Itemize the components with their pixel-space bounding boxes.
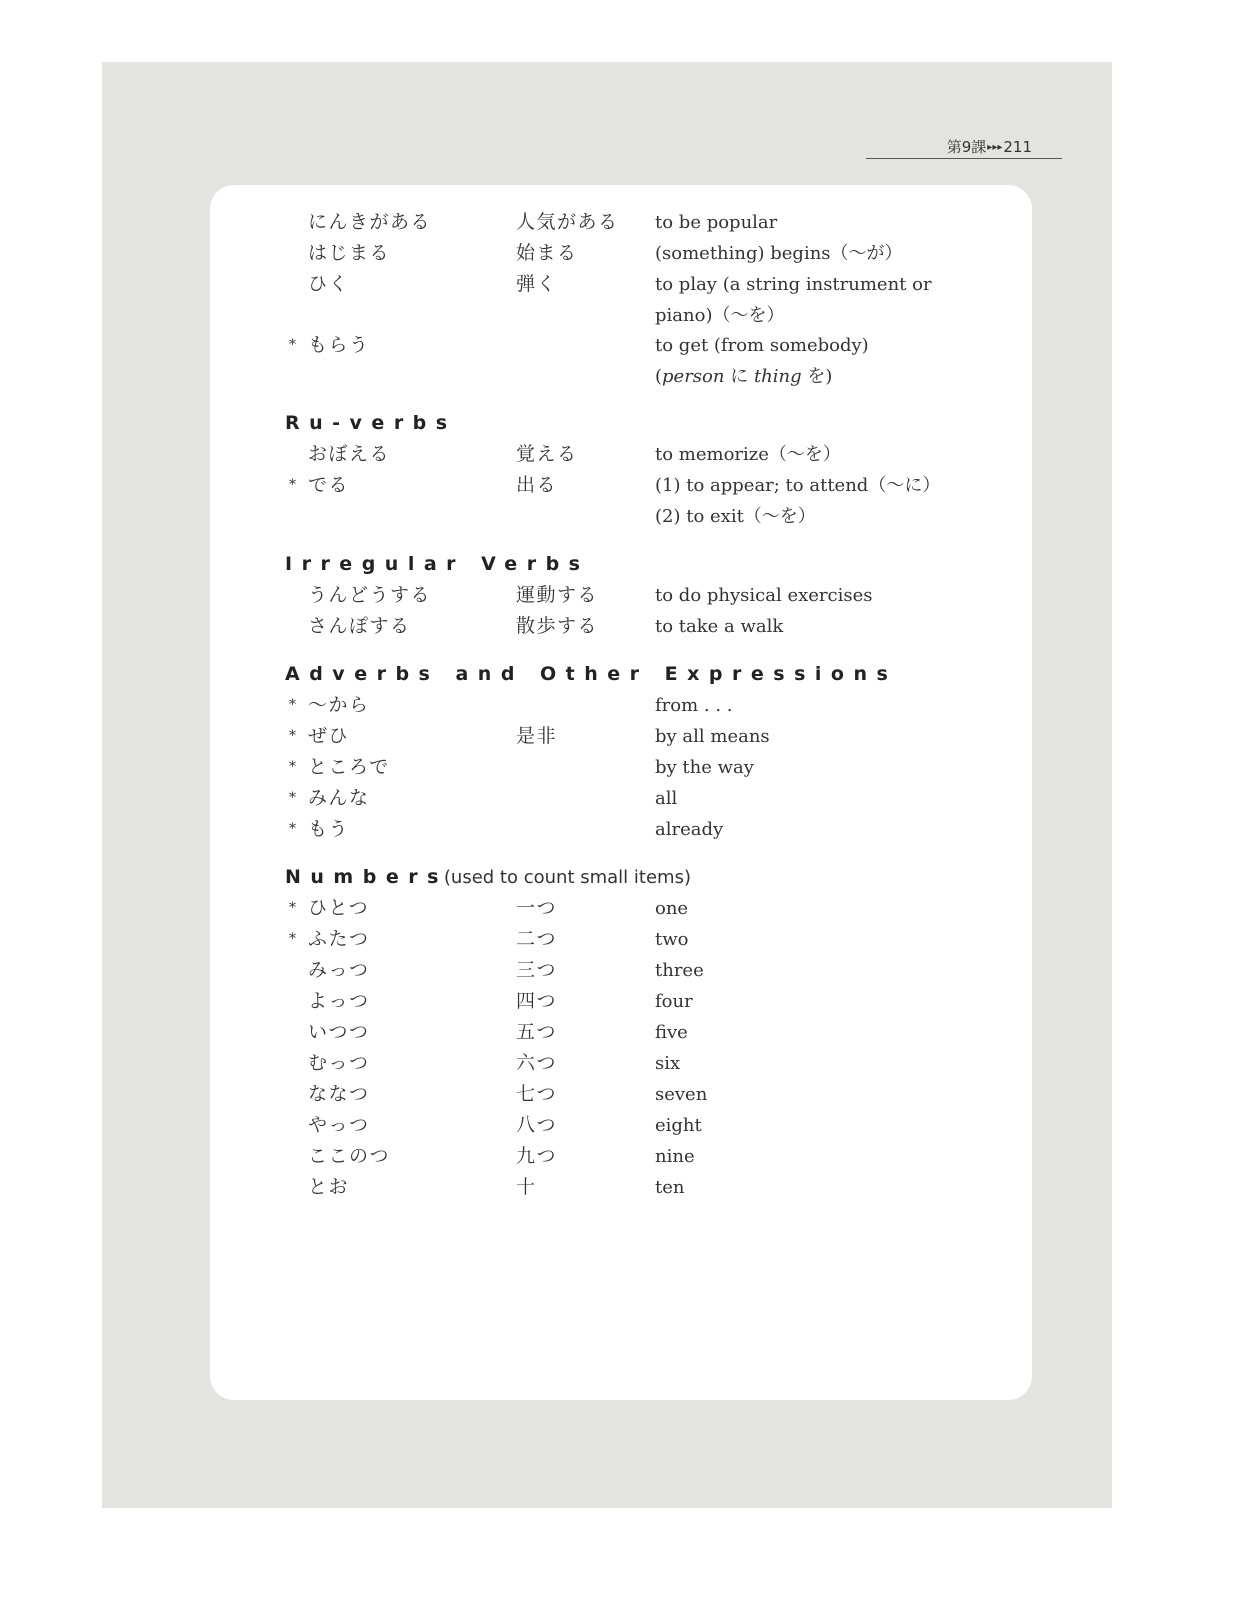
- vocab-row: [0, 1110, 1237, 1141]
- section-heading-irregular-verbs: Irregular Verbs: [285, 553, 590, 575]
- kanji-word: 三つ: [516, 959, 558, 981]
- section-heading-ru-verbs: Ru-verbs: [285, 412, 457, 434]
- kana-word: いつつ: [308, 1021, 370, 1043]
- kana-word: ひとつ: [308, 897, 370, 919]
- kana-word: もう: [308, 818, 350, 840]
- supplementary-mark: *: [289, 697, 296, 713]
- kana-word: もらう: [308, 334, 370, 356]
- english-meaning: one: [655, 898, 689, 919]
- section-heading-adverbs: Adverbs and Other Expressions: [285, 663, 898, 685]
- kana-word: みんな: [308, 787, 370, 809]
- kanji-word: 運動する: [516, 584, 599, 606]
- kana-word: むっつ: [308, 1052, 370, 1074]
- supplementary-mark: *: [289, 790, 296, 806]
- supplementary-mark: *: [289, 337, 296, 353]
- vocab-row: [0, 1079, 1237, 1110]
- kana-word: おぼえる: [308, 443, 391, 465]
- kanji-word: 六つ: [516, 1052, 558, 1074]
- kanji-word: 五つ: [516, 1021, 558, 1043]
- kana-word: ところで: [308, 756, 390, 778]
- vocab-row: [0, 690, 1237, 721]
- vocab-row: [0, 439, 1237, 470]
- english-meaning: five: [655, 1022, 688, 1043]
- section-note: (used to count small items): [443, 867, 691, 888]
- page-number: 211: [1003, 138, 1032, 156]
- vocab-row: [0, 986, 1237, 1017]
- kana-word: ぜひ: [308, 725, 350, 747]
- english-meaning: already: [655, 819, 724, 840]
- running-header: [866, 136, 1062, 159]
- kanji-word: 是非: [516, 725, 558, 747]
- english-meaning: to memorize（～を）: [655, 444, 841, 465]
- kanji-word: 四つ: [516, 990, 558, 1012]
- english-meaning: nine: [655, 1146, 695, 1167]
- lesson-label: 第9課: [946, 138, 987, 156]
- kana-word: やっつ: [308, 1114, 370, 1136]
- supplementary-mark: *: [289, 821, 296, 837]
- kanji-word: 九つ: [516, 1145, 558, 1167]
- vocab-row: [0, 893, 1237, 924]
- kana-word: にんきがある: [308, 211, 432, 233]
- english-meaning: two: [655, 929, 689, 950]
- english-meaning: (something) begins（～が）: [655, 243, 903, 264]
- kanji-word: 出る: [516, 474, 558, 496]
- vocab-row: [0, 955, 1237, 986]
- vocab-row: [0, 330, 1237, 387]
- supplementary-mark: *: [289, 900, 296, 916]
- english-meaning-continued: (2) to exit（～を）: [655, 506, 816, 527]
- kanji-word: 八つ: [516, 1114, 558, 1136]
- kana-word: ひく: [308, 273, 350, 295]
- vocab-row: [0, 580, 1237, 611]
- supplementary-mark: *: [289, 728, 296, 744]
- vocab-row: [0, 752, 1237, 783]
- english-meaning: seven: [655, 1084, 708, 1105]
- kanji-word: 弾く: [516, 273, 558, 295]
- english-meaning-continued: piano)（～を）: [655, 305, 785, 326]
- english-meaning: to take a walk: [655, 616, 784, 637]
- kana-word: とお: [308, 1176, 350, 1198]
- kanji-word: 二つ: [516, 928, 558, 950]
- kana-word: さんぽする: [308, 615, 411, 637]
- english-meaning: to be popular: [655, 212, 778, 233]
- arrows-icon: ▸▸▸: [987, 142, 1003, 153]
- vocab-row: [0, 1172, 1237, 1203]
- vocab-row: [0, 1048, 1237, 1079]
- english-meaning: ten: [655, 1177, 685, 1198]
- kanji-word: 散歩する: [516, 615, 599, 637]
- vocab-row: [0, 611, 1237, 642]
- english-meaning: by the way: [655, 757, 754, 778]
- kana-word: みっつ: [308, 959, 370, 981]
- kanji-word: 人気がある: [516, 211, 619, 233]
- kanji-word: 始まる: [516, 242, 578, 264]
- english-meaning: to get (from somebody): [655, 335, 869, 356]
- english-meaning: (1) to appear; to attend（～に）: [655, 475, 941, 496]
- english-meaning: six: [655, 1053, 681, 1074]
- kana-word: うんどうする: [308, 584, 432, 606]
- vocab-row: [0, 470, 1237, 527]
- supplementary-mark: *: [289, 759, 296, 775]
- kana-word: ここのつ: [308, 1145, 391, 1167]
- vocab-row: [0, 721, 1237, 752]
- english-meaning: to do physical exercises: [655, 585, 873, 606]
- supplementary-mark: *: [289, 931, 296, 947]
- vocab-row: [0, 814, 1237, 845]
- kana-word: ななつ: [308, 1083, 370, 1105]
- kanji-word: 一つ: [516, 897, 558, 919]
- kanji-word: 十: [516, 1176, 537, 1198]
- english-meaning: by all means: [655, 726, 770, 747]
- english-meaning: all: [655, 788, 678, 809]
- kana-word: よっつ: [308, 990, 370, 1012]
- english-meaning: from . . .: [655, 695, 733, 716]
- kana-word: はじまる: [308, 242, 391, 264]
- english-meaning: three: [655, 960, 704, 981]
- kana-word: でる: [308, 474, 350, 496]
- english-meaning: to play (a string instrument or: [655, 274, 932, 295]
- kanji-word: 覚える: [516, 443, 578, 465]
- vocab-row: [0, 238, 1237, 269]
- vocab-row: [0, 1141, 1237, 1172]
- vocab-row: [0, 207, 1237, 238]
- kanji-word: 七つ: [516, 1083, 558, 1105]
- vocab-row: [0, 1017, 1237, 1048]
- kana-word: ～から: [308, 694, 370, 716]
- vocab-row: [0, 269, 1237, 326]
- vocab-row: [0, 924, 1237, 955]
- section-heading-numbers: Numbers(used to count small items): [285, 866, 691, 888]
- kana-word: ふたつ: [308, 928, 370, 950]
- english-meaning: eight: [655, 1115, 702, 1136]
- english-meaning-continued: (person に thing を): [655, 366, 833, 387]
- supplementary-mark: *: [289, 477, 296, 493]
- english-meaning: four: [655, 991, 693, 1012]
- vocab-row: [0, 783, 1237, 814]
